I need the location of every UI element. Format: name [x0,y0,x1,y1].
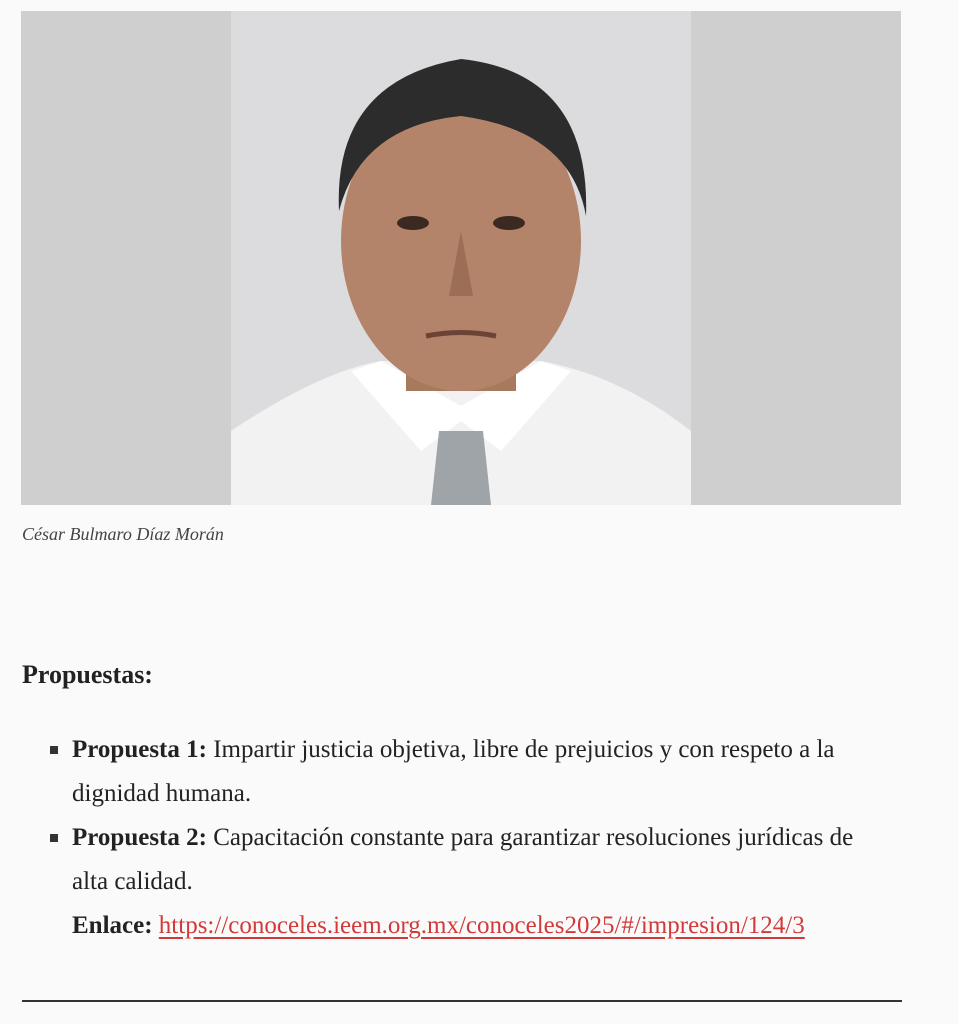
list-item [72,816,892,948]
proposals-list [72,728,892,948]
portrait-photo [21,11,901,505]
link-label: Enlace: [72,912,153,939]
divider [22,1000,902,1002]
proposal-text: Impartir justicia objetiva, libre de prejuicios y con respeto a la dignidad humana. [72,736,835,807]
proposal-label: Propuesta 2: [72,824,207,851]
proposal-link[interactable]: https://conoceles.ieem.org.mx/conoceles2025/#/impresion/124/3 [158,912,805,939]
bullet-icon [50,834,58,842]
proposals-heading: Propuestas: [22,660,153,689]
proposal-label: Propuesta 1: [72,736,207,763]
proposal-text: Capacitación constante para garantizar resoluciones jurídicas de alta calidad. [72,824,854,895]
bullet-icon [50,746,58,754]
list-item [72,728,892,816]
photo-caption: César Bulmaro Díaz Morán [22,524,224,544]
